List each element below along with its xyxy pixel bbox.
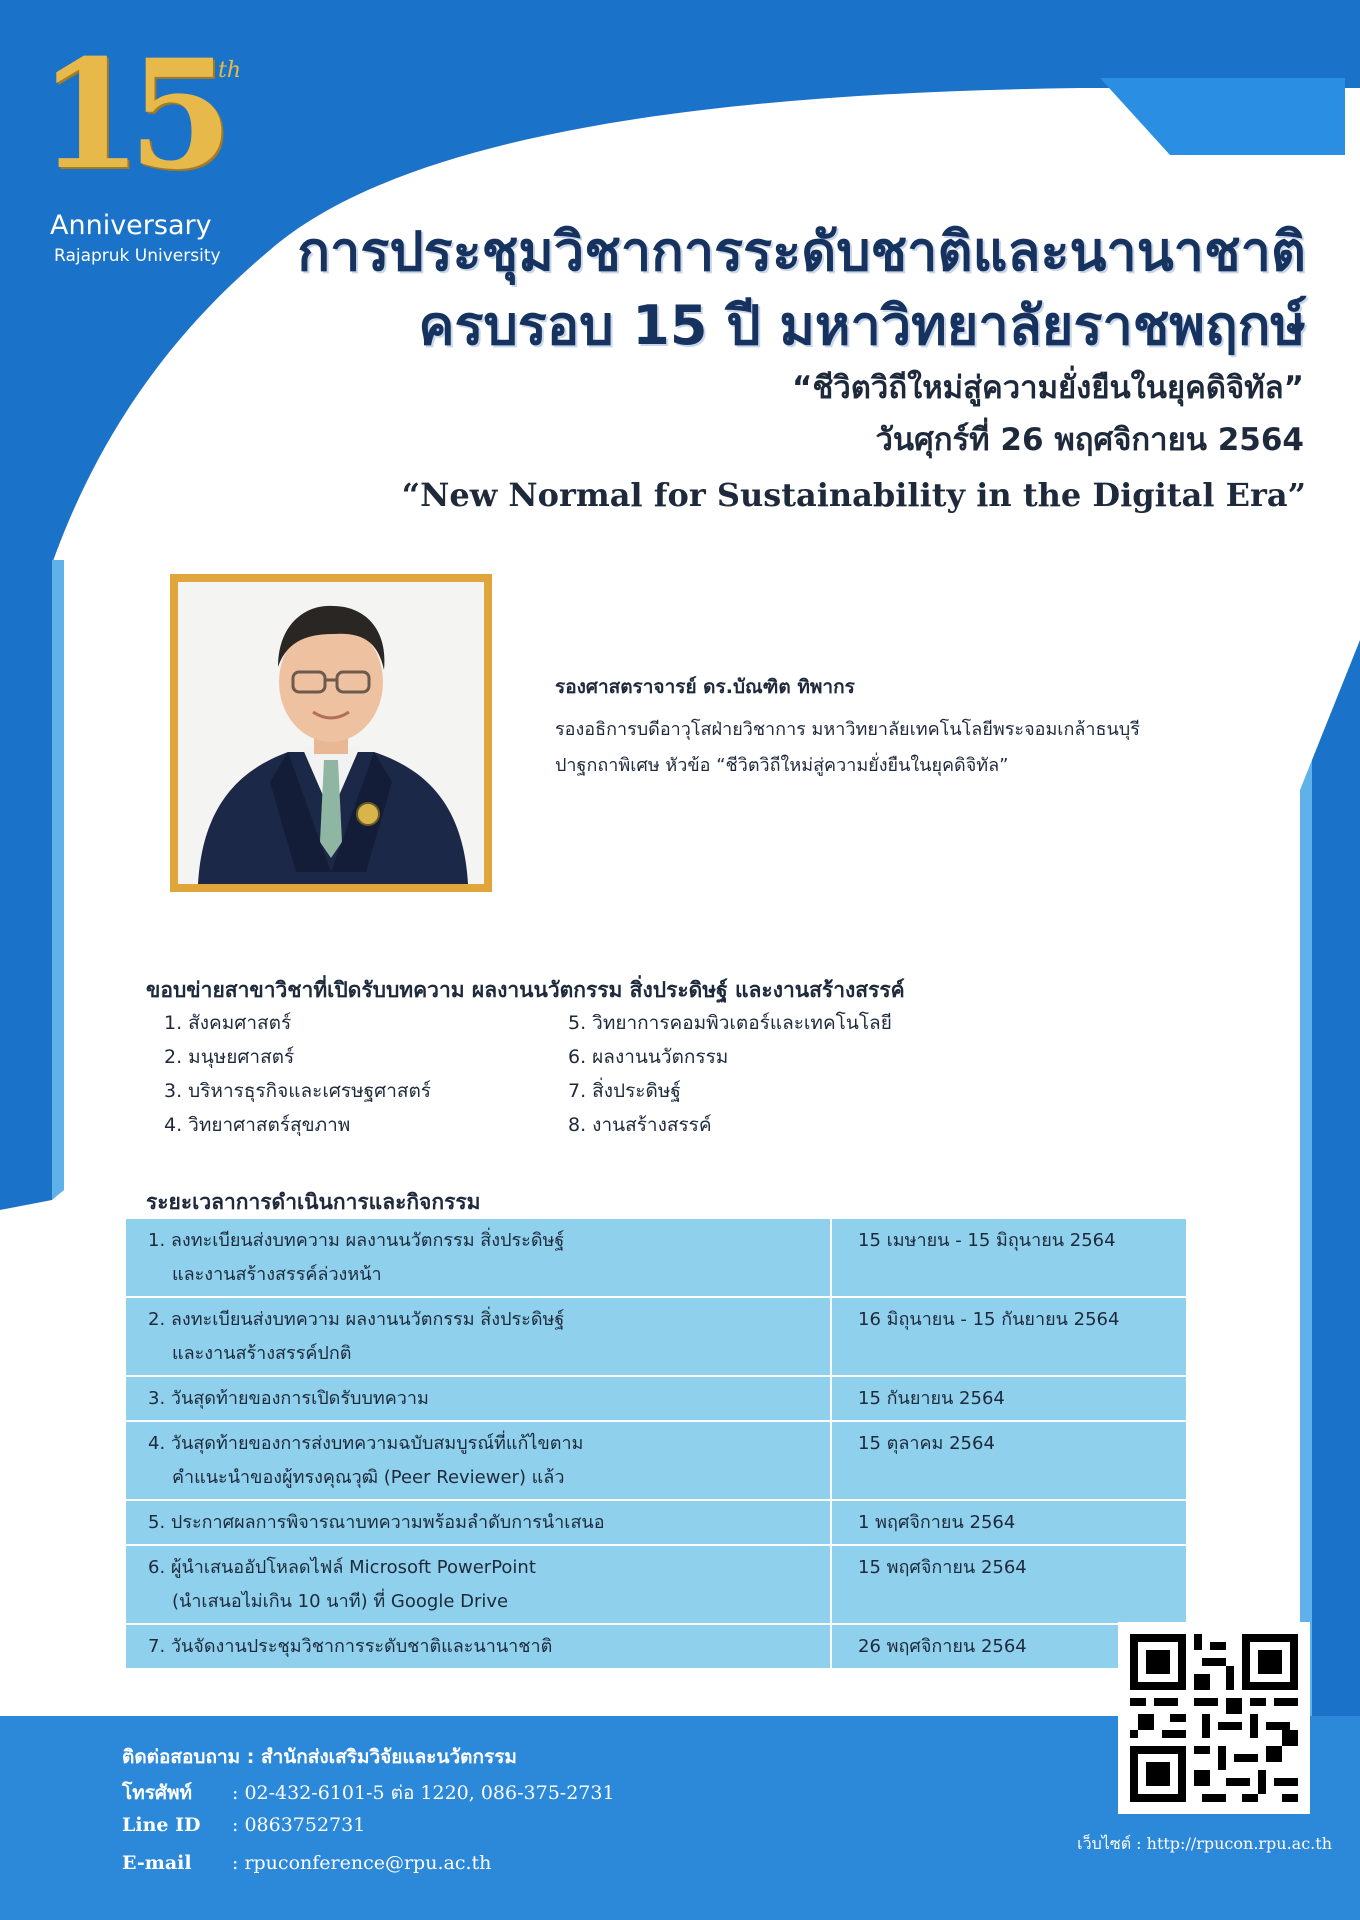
- field-item: 2. มนุษยศาสตร์: [164, 1046, 295, 1068]
- timeline-activity: [125, 1297, 831, 1376]
- table-row: [125, 1421, 1187, 1500]
- qr-code-icon: [1118, 1622, 1310, 1814]
- timeline-date: 15 พฤศจิกายน 2564: [831, 1545, 1187, 1624]
- main-title-line1: การประชุมวิชาการระดับชาติและนานาชาติ: [297, 220, 1306, 283]
- anniversary-logo: [20, 27, 242, 270]
- timeline-date: 16 มิถุนายน - 15 กันยายน 2564: [831, 1297, 1187, 1376]
- contact-office: ติดต่อสอบถาม : สำนักส่งเสริมวิจัยและนวัตกรรม: [122, 1746, 517, 1768]
- speaker-position: รองอธิการบดีอาวุโสฝ่ายวิชาการ มหาวิทยาลัยเทคโนโลยีพระจอมเกล้าธนบุรี: [555, 719, 1140, 740]
- table-row: [125, 1624, 1187, 1669]
- fields-heading: ขอบข่ายสาขาวิชาที่เปิดรับบทความ ผลงานนวัตกรรม สิ่งประดิษฐ์ และงานสร้างสรรค์: [146, 978, 905, 1002]
- field-item: 6. ผลงานนวัตกรรม: [568, 1046, 729, 1068]
- timeline-activity: [125, 1218, 831, 1297]
- email-label: E-mail: [122, 1852, 192, 1874]
- timeline-activity: [125, 1376, 831, 1421]
- line-id-label: Line ID: [122, 1814, 201, 1836]
- activity-line1: 4. วันสุดท้ายของการส่งบทความฉบับสมบูรณ์ที่แก้ไขตาม: [148, 1433, 584, 1454]
- table-row: [125, 1500, 1187, 1545]
- logo-ordinal: th: [218, 58, 242, 83]
- timeline-date: 15 เมษายน - 15 มิถุนายน 2564: [831, 1218, 1187, 1297]
- timeline-heading: ระยะเวลาการดำเนินการและกิจกรรม: [146, 1190, 481, 1214]
- phone-value: : 02-432-6101-5 ต่อ 1220, 086-375-2731: [232, 1782, 615, 1804]
- table-row: [125, 1218, 1187, 1297]
- left-edge-light-band: [52, 560, 64, 1200]
- logo-university-text: Rajapruk University: [54, 246, 221, 266]
- activity-line1: 5. ประกาศผลการพิจารณาบทความพร้อมลำดับการนำเสนอ: [148, 1512, 605, 1533]
- top-right-accent: [1100, 78, 1345, 155]
- timeline-activity: [125, 1545, 831, 1624]
- timeline-table: [124, 1217, 1188, 1670]
- timeline-activity: [125, 1624, 831, 1669]
- timeline-activity: [125, 1421, 831, 1500]
- timeline-activity: [125, 1500, 831, 1545]
- right-edge-band: [1312, 640, 1360, 1716]
- speaker-portrait-illustration: [178, 582, 484, 884]
- field-item: 1. สังคมศาสตร์: [164, 1012, 292, 1034]
- field-item: 7. สิ่งประดิษฐ์: [568, 1080, 681, 1102]
- activity-line1: 1. ลงทะเบียนส่งบทความ ผลงานนวัตกรรม สิ่งประดิษฐ์: [148, 1230, 565, 1251]
- table-row: [125, 1297, 1187, 1376]
- left-edge-band: [0, 560, 52, 1210]
- activity-line2: และงานสร้างสรรค์ล่วงหน้า: [172, 1264, 382, 1285]
- qr-pattern: [1130, 1634, 1298, 1802]
- phone-label: โทรศัพท์: [122, 1782, 193, 1804]
- speaker-name: รองศาสตราจารย์ ดร.บัณฑิต ทิพากร: [555, 676, 855, 698]
- activity-line1: 7. วันจัดงานประชุมวิชาการระดับชาติและนานาชาติ: [148, 1636, 553, 1657]
- activity-line1: 3. วันสุดท้ายของการเปิดรับบทความ: [148, 1388, 429, 1409]
- main-title-line2: ครบรอบ 15 ปี มหาวิทยาลัยราชพฤกษ์: [418, 294, 1306, 357]
- website-link[interactable]: เว็บไซต์ : http://rpucon.rpu.ac.th: [1077, 1834, 1332, 1853]
- timeline-date: 26 พฤศจิกายน 2564: [831, 1624, 1187, 1669]
- event-date: วันศุกร์ที่ 26 พฤศจิกายน 2564: [875, 422, 1304, 458]
- theme-english: “New Normal for Sustainability in the Digital Era”: [401, 476, 1306, 514]
- table-row: [125, 1376, 1187, 1421]
- field-item: 3. บริหารธุรกิจและเศรษฐศาสตร์: [164, 1080, 432, 1102]
- line-id-value: : 0863752731: [232, 1814, 366, 1836]
- logo-anniversary-text: Anniversary: [50, 210, 212, 241]
- speaker-topic: ปาฐกถาพิเศษ หัวข้อ “ชีวิตวิถีใหม่สู่ความยั่งยืนในยุคดิจิทัล”: [555, 755, 1009, 776]
- timeline-date: 15 กันยายน 2564: [831, 1376, 1187, 1421]
- activity-line2: และงานสร้างสรรค์ปกติ: [172, 1343, 352, 1364]
- activity-line2: (นำเสนอไม่เกิน 10 นาที) ที่ Google Drive: [172, 1591, 509, 1612]
- activity-line1: 2. ลงทะเบียนส่งบทความ ผลงานนวัตกรรม สิ่งประดิษฐ์: [148, 1309, 565, 1330]
- field-item: 5. วิทยาการคอมพิวเตอร์และเทคโนโลยี: [568, 1012, 892, 1034]
- speaker-photo: [170, 574, 492, 892]
- timeline-date: 15 ตุลาคม 2564: [831, 1421, 1187, 1500]
- logo-number: 15: [38, 27, 219, 203]
- theme-thai: “ชีวิตวิถีใหม่สู่ความยั่งยืนในยุคดิจิทัล”: [791, 370, 1304, 406]
- activity-line2: คำแนะนำของผู้ทรงคุณวุฒิ (Peer Reviewer) แล้ว: [172, 1467, 565, 1488]
- activity-line1: 6. ผู้นำเสนออัปโหลดไฟล์ Microsoft PowerPoint: [148, 1557, 536, 1578]
- email-value: : rpuconference@rpu.ac.th: [232, 1852, 492, 1874]
- right-edge-light-band: [1300, 760, 1312, 1716]
- field-item: 8. งานสร้างสรรค์: [568, 1114, 712, 1136]
- field-item: 4. วิทยาศาสตร์สุขภาพ: [164, 1114, 351, 1136]
- table-row: [125, 1545, 1187, 1624]
- timeline-date: 1 พฤศจิกายน 2564: [831, 1500, 1187, 1545]
